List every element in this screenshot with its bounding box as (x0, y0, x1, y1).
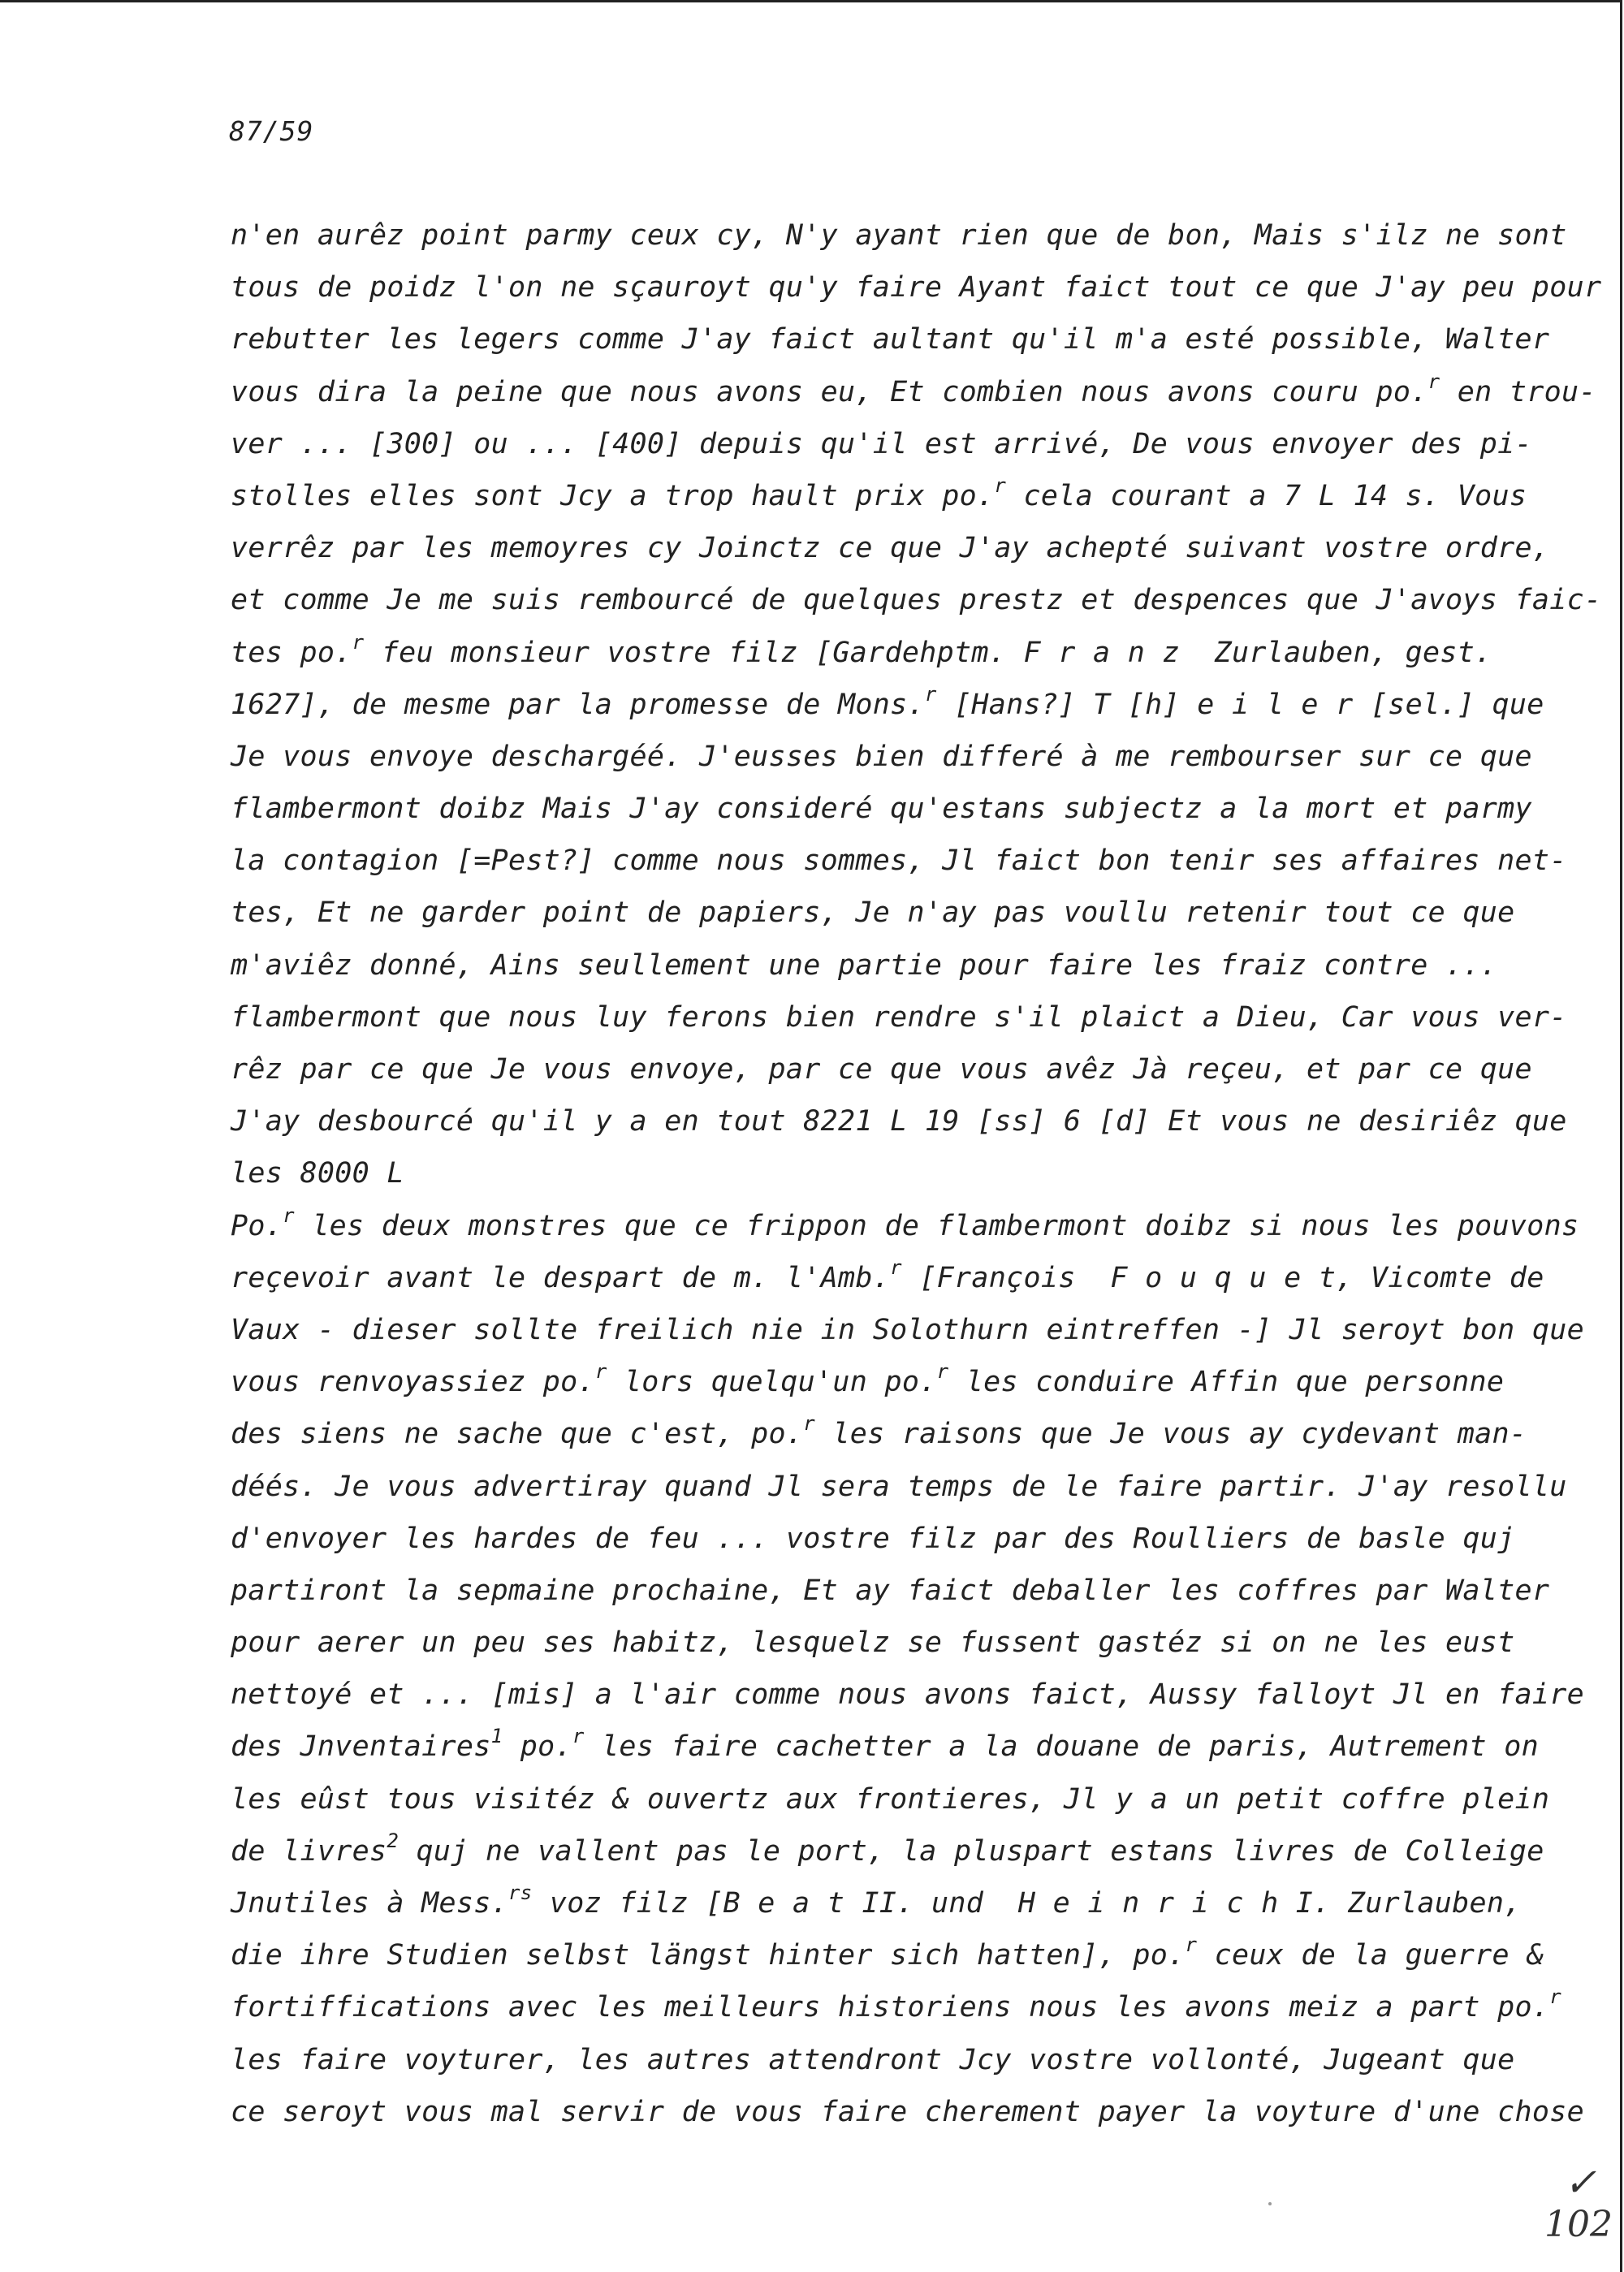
text-line (231, 835, 1567, 887)
text-line (231, 418, 1546, 470)
text-segment: la contagion [=Pest?] comme nous sommes, Jl faict bon tenir ses affaires net- (231, 844, 1567, 878)
text-line (231, 627, 1546, 679)
text-line (231, 366, 1596, 418)
text-segment: de livres (231, 1834, 387, 1868)
text-segment: tes, Et ne garder point de papiers, Je n'ay pas voullu retenir tout ce que (231, 896, 1515, 930)
text-segment: ceux de la guerre & (1197, 1939, 1544, 1972)
text-segment: rebutter les legers comme J'ay faict aultant qu'il m'a esté possible, Walter (231, 323, 1550, 356)
text-line (231, 1095, 1567, 1147)
text-line (231, 887, 1546, 939)
stray-dot (1268, 2202, 1272, 2205)
text-line (231, 209, 1567, 261)
text-segment: die ihre Studien selbst längst hinter sich hatten], po. (231, 1939, 1186, 1972)
text-line (231, 2086, 1584, 2138)
text-line (231, 1669, 1584, 1721)
text-segment: les raisons que Je vous ay cydevant man- (815, 1418, 1527, 1451)
check-mark: ✓ (1564, 2160, 1597, 2205)
text-segment: déés. Je vous advertiray quand Jl sera temps de le faire partir. J'ay resollu (231, 1470, 1567, 1503)
text-segment: fortiffications avec les meilleurs historiens nous les avons meiz a part po. (231, 1991, 1550, 2024)
text-line (231, 313, 1550, 365)
text-line (231, 1461, 1567, 1513)
letter-body (231, 209, 1602, 2138)
text-line (231, 522, 1550, 574)
superscript: r (890, 1255, 902, 1279)
text-segment: stolles elles sont Jcy a trop hault prix po. (231, 479, 995, 512)
text-segment: des Jnventaires (231, 1730, 491, 1764)
text-segment: vous renvoyassiez po. (231, 1366, 595, 1399)
text-segment: [Hans?] T [h] e i l e r [sel.] que (936, 688, 1544, 721)
text-line (231, 1929, 1546, 1981)
text-segment: nettoyé et ... [mis] a l'air comme nous avons faict, Aussy falloyt Jl en faire (231, 1678, 1584, 1712)
text-segment: les conduire Affin que personne (948, 1366, 1505, 1399)
text-segment: m'aviêz donné, Ains seullement une partie pour faire les fraiz contre ... (231, 948, 1498, 982)
text-segment: quj ne vallent pas le port, la pluspart estans livres de Colleige (399, 1834, 1544, 1868)
text-line (231, 1304, 1584, 1356)
text-line (231, 470, 1546, 522)
text-line (231, 1617, 1546, 1669)
text-line (231, 1356, 1546, 1408)
superscript: r (572, 1725, 585, 1748)
page-border-top (0, 0, 1621, 2)
text-line (231, 2034, 1546, 2086)
text-segment: les deux monstres que ce frippon de flambermont doibz si nous les pouvons (294, 1209, 1579, 1242)
page-reference: 87/59 (229, 115, 314, 147)
text-segment: d'envoyer les hardes de feu ... vostre filz par des Roulliers de basle quj (231, 1522, 1515, 1555)
text-segment: vous dira la peine que nous avons eu, Et combien nous avons couru po. (231, 375, 1428, 408)
text-segment: tes po. (231, 636, 352, 669)
text-segment: Je vous envoye deschargéé. J'eusses bien differé à me rembourser sur ce que (231, 740, 1532, 773)
text-line (231, 1773, 1550, 1825)
text-segment: flambermont que nous luy ferons bien rendre s'il plaict a Dieu, Car vous ver- (231, 1000, 1567, 1034)
superscript: r (1185, 1933, 1198, 1957)
text-segment: ver ... [300] ou ... [400] depuis qu'il est arrivé, De vous envoyer des pi- (231, 427, 1532, 460)
text-line (231, 1721, 1546, 1773)
text-segment: 1627], de mesme par la promesse de Mons. (231, 688, 925, 721)
text-segment: verrêz par les memoyres cy Joinctz ce que J'ay achepté suivant vostre ordre, (231, 532, 1550, 565)
text-segment: les 8000 L (231, 1157, 404, 1190)
text-line (231, 679, 1546, 731)
superscript: 1 (490, 1725, 503, 1748)
text-segment: Po. (231, 1209, 283, 1242)
text-line (231, 1252, 1546, 1304)
text-segment: voz filz [B e a t II. und H e i n r i c h I. Zurlauben, (532, 1887, 1522, 1920)
text-segment: partiront la sepmaine prochaine, Et ay faict deballer les coffres par Walter (231, 1574, 1550, 1607)
text-line (231, 261, 1602, 313)
text-segment: les faire voyturer, les autres attendront Jcy vostre vollonté, Jugeant que (231, 2043, 1515, 2076)
text-line (231, 1200, 1579, 1252)
text-segment: po. (503, 1730, 572, 1764)
text-line (231, 939, 1546, 991)
text-segment: Vaux - dieser sollte freilich nie in Solothurn eintreffen -] Jl seroyt bon que (231, 1313, 1584, 1346)
text-line (231, 991, 1567, 1043)
text-segment: lors quelqu'un po. (607, 1366, 937, 1399)
text-segment: J'ay desbourcé qu'il y a en tout 8221 L 19 [ss] 6 [d] Et vous ne desiriêz que (231, 1105, 1567, 1138)
text-line (231, 1147, 1546, 1199)
text-segment: pour aerer un peu ses habitz, lesquelz se fussent gastéz si on ne les eust (231, 1626, 1515, 1660)
superscript: r (594, 1360, 607, 1384)
superscript: r (994, 473, 1007, 497)
text-segment: n'en aurêz point parmy ceux cy, N'y ayant rien que de bon, Mais s'ilz ne sont (231, 219, 1567, 252)
superscript: r (352, 630, 365, 654)
superscript: r (1549, 1985, 1562, 2009)
text-line (231, 1981, 1562, 2033)
superscript: r (924, 682, 937, 706)
text-segment: reçevoir avant le despart de m. l'Amb. (231, 1261, 891, 1294)
text-segment: les faire cachetter a la douane de paris, Autrement on (584, 1730, 1540, 1764)
superscript: 2 (387, 1829, 400, 1852)
text-line (231, 1043, 1546, 1095)
text-segment: Jnutiles à Mess. (231, 1887, 508, 1920)
text-line (231, 1877, 1546, 1929)
text-segment: rêz par ce que Je vous envoye, par ce que vous avêz Jà reçeu, et par ce que (231, 1053, 1532, 1086)
superscript: r (283, 1203, 295, 1227)
superscript: r (803, 1412, 816, 1436)
superscript: r (936, 1360, 949, 1384)
text-segment: [François F o u q u e t, Vicomte de (901, 1261, 1544, 1294)
text-line (231, 1513, 1546, 1565)
text-segment: feu monsieur vostre filz [Gardehptm. F r a n z Zurlauben, gest. (364, 636, 1492, 669)
text-segment: en trou- (1440, 375, 1596, 408)
superscript: rs (508, 1881, 533, 1904)
text-line (231, 574, 1602, 626)
text-segment: les eûst tous visitéz & ouvertz aux frontieres, Jl y a un petit coffre plein (231, 1782, 1550, 1816)
text-segment: des siens ne sache que c'est, po. (231, 1418, 804, 1451)
text-segment: tous de poidz l'on ne sçauroyt qu'y faire Ayant faict tout ce que J'ay peu pour (231, 271, 1602, 305)
text-segment: ce seroyt vous mal servir de vous faire cherement payer la voyture d'une chose (231, 2095, 1584, 2128)
text-segment: cela courant a 7 L 14 s. Vous (1006, 479, 1527, 512)
text-line (231, 783, 1546, 835)
text-segment: flambermont doibz Mais J'ay consideré qu'estans subjectz a la mort et parmy (231, 793, 1532, 826)
page-border-right (1620, 0, 1622, 2272)
text-line (231, 1565, 1550, 1617)
superscript: r (1427, 369, 1440, 393)
text-line (231, 731, 1546, 783)
text-line (231, 1825, 1546, 1877)
text-segment: et comme Je me suis rembourcé de quelques prestz et despences que J'avoys faic- (231, 584, 1602, 617)
folio-number: 102 (1544, 2204, 1613, 2245)
text-line (231, 1408, 1546, 1460)
